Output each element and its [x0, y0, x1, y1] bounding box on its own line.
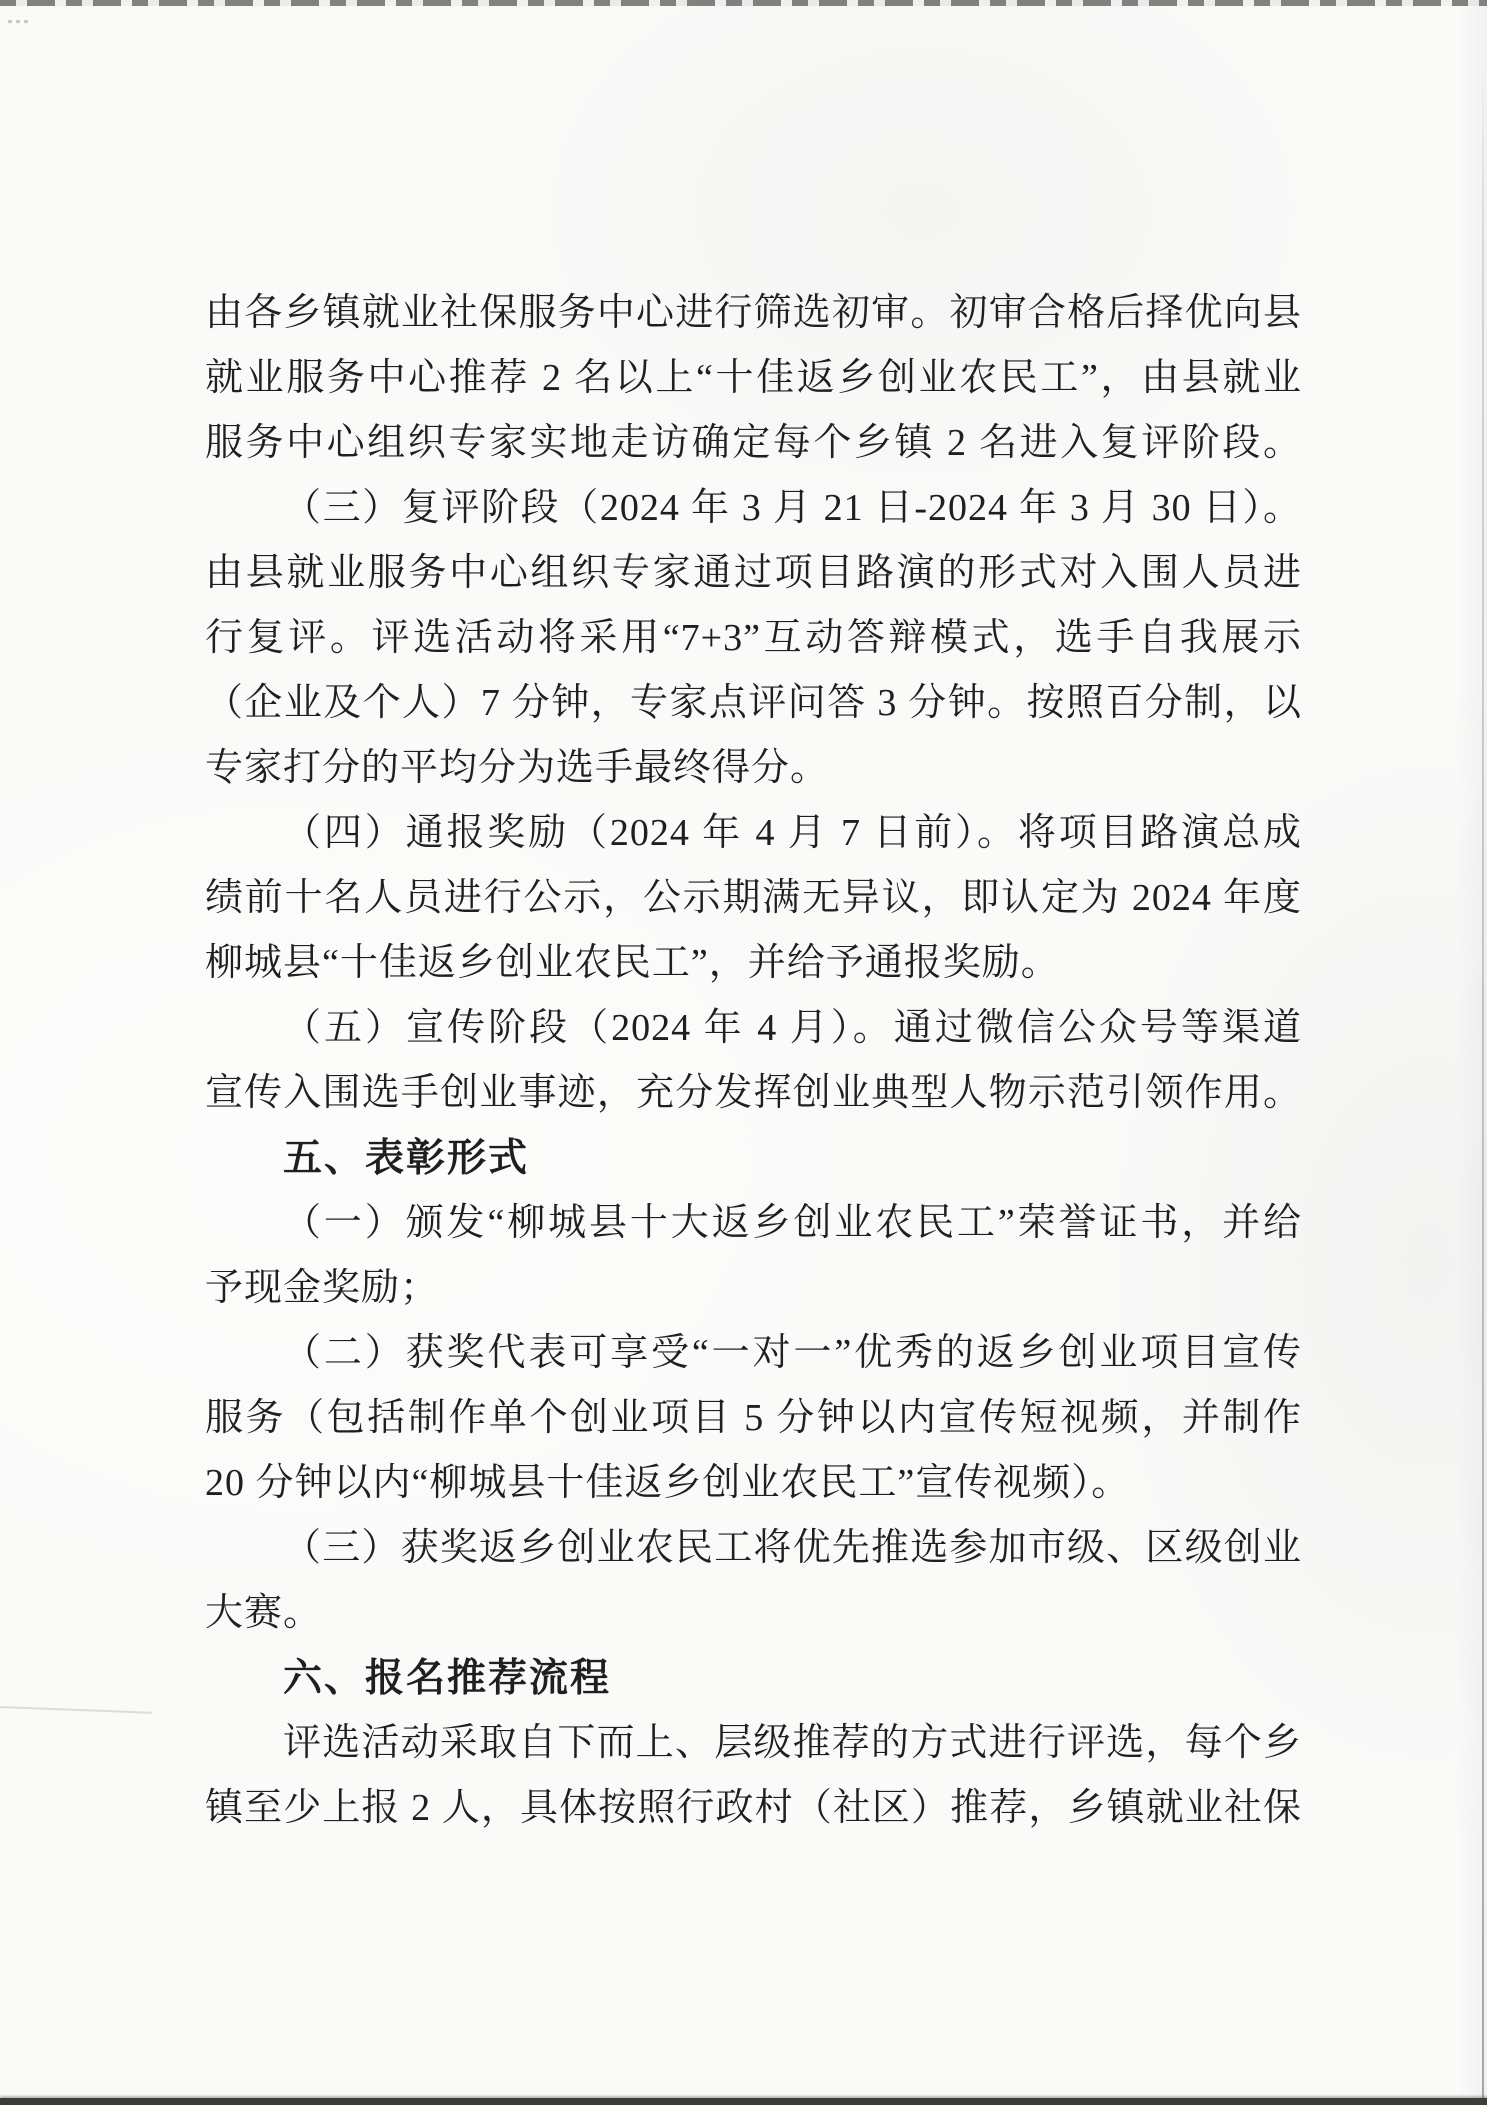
text-line: （四）通报奖励（2024 年 4 月 7 日前）。将项目路演总成 — [283, 812, 1302, 854]
text-line: 大赛。 — [205, 1592, 323, 1634]
text-line: 予现金奖励； — [205, 1267, 440, 1309]
section-heading: 五、表彰形式 — [283, 1137, 530, 1180]
scan-vertical-line-artifact — [1482, 60, 1484, 2100]
text-line: （二）获奖代表可享受“一对一”优秀的返乡创业项目宣传 — [283, 1332, 1302, 1374]
text-line: 专家打分的平均分为选手最终得分。 — [205, 747, 830, 789]
text-line: 服务中心组织专家实地走访确定每个乡镇 2 名进入复评阶段。 — [205, 422, 1302, 464]
text-line: 评选活动采取自下而上、层级推荐的方式进行评选，每个乡 — [283, 1722, 1302, 1764]
text-line: 由各乡镇就业社保服务中心进行筛选初审。初审合格后择优向县 — [205, 292, 1302, 334]
text-line: （三）复评阶段（2024 年 3 月 21 日-2024 年 3 月 30 日）。 — [283, 487, 1302, 529]
scan-top-edge-artifact — [0, 0, 1487, 6]
text-line: 由县就业服务中心组织专家通过项目路演的形式对入围人员进 — [205, 552, 1302, 594]
text-line: （五）宣传阶段（2024 年 4 月）。通过微信公众号等渠道 — [283, 1007, 1302, 1049]
text-line: 镇至少上报 2 人，具体按照行政村（社区）推荐，乡镇就业社保 — [205, 1787, 1302, 1829]
scan-speck-artifact — [8, 20, 30, 23]
text-line: （企业及个人）7 分钟，专家点评问答 3 分钟。按照百分制，以 — [205, 682, 1302, 724]
scan-bottom-edge-artifact — [0, 2098, 1487, 2105]
text-line: （一）颁发“柳城县十大返乡创业农民工”荣誉证书，并给 — [283, 1202, 1302, 1244]
text-line: （三）获奖返乡创业农民工将优先推选参加市级、区级创业 — [283, 1527, 1302, 1569]
text-line: 服务（包括制作单个创业项目 5 分钟以内宣传短视频，并制作 — [205, 1397, 1302, 1439]
scan-diagonal-line-artifact — [0, 1706, 152, 1714]
text-line: 绩前十名人员进行公示，公示期满无异议，即认定为 2024 年度 — [205, 877, 1302, 919]
text-line: 就业服务中心推荐 2 名以上“十佳返乡创业农民工”，由县就业 — [205, 357, 1302, 399]
document-body — [205, 281, 1302, 1841]
text-line: 行复评。评选活动将采用“7+3”互动答辩模式，选手自我展示 — [205, 617, 1302, 659]
section-heading: 六、报名推荐流程 — [283, 1657, 612, 1700]
text-line: 柳城县“十佳返乡创业农民工”，并给予通报奖励。 — [205, 942, 1060, 984]
text-line: 20 分钟以内“柳城县十佳返乡创业农民工”宣传视频）。 — [205, 1462, 1131, 1504]
text-line: 宣传入围选手创业事迹，充分发挥创业典型人物示范引领作用。 — [205, 1072, 1302, 1114]
